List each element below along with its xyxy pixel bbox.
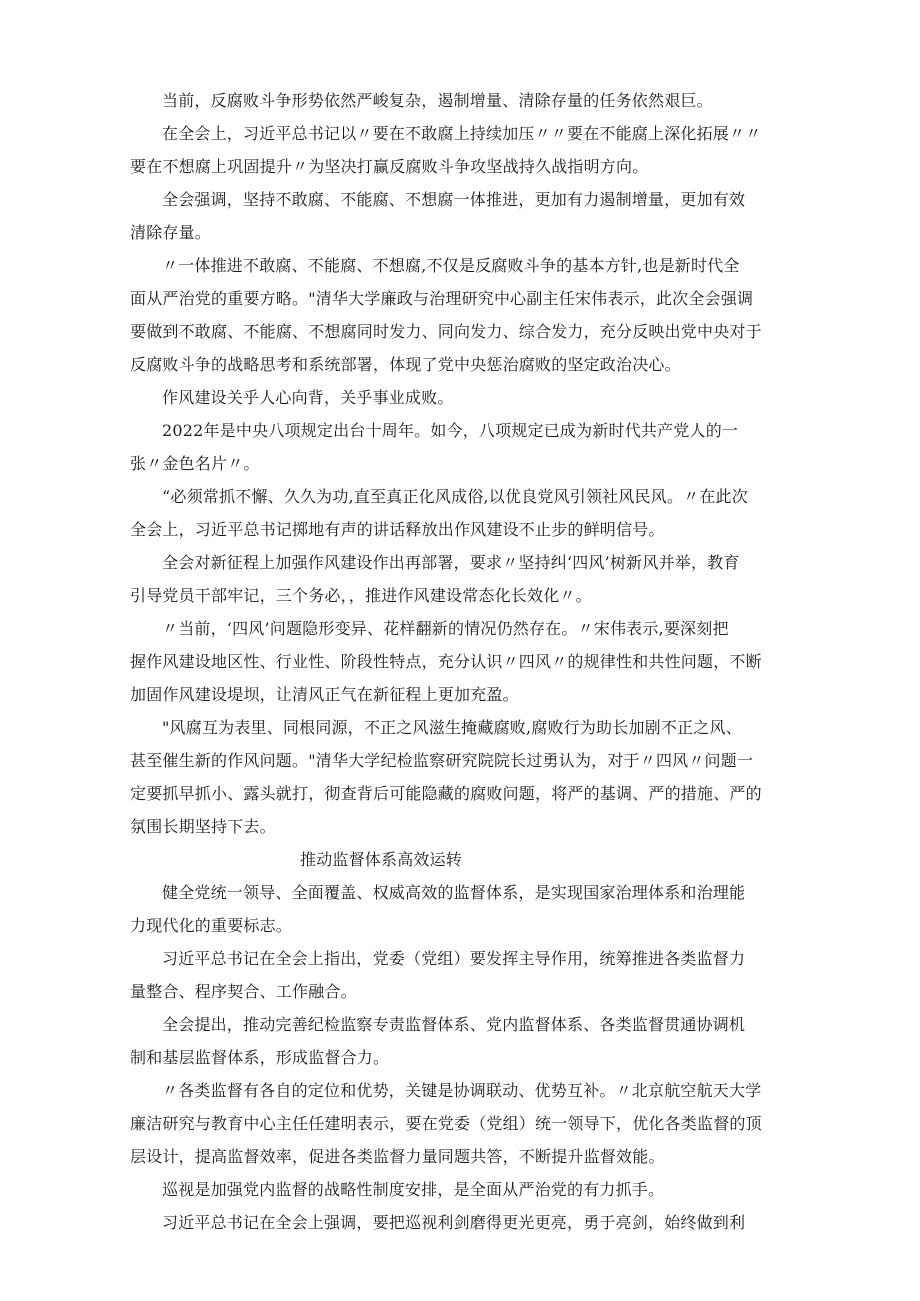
paragraph: 当前，反腐败斗争形势依然严峻复杂，遏制增量、清除存量的任务依然艰巨。 (162, 91, 713, 110)
paragraph: 巡视是加强党内监督的战略性制度安排，是全面从严治党的有力抓手。 (162, 1180, 665, 1199)
paragraph: 作风建设关乎人心向背，关乎事业成败。 (162, 388, 454, 407)
document-body (130, 84, 798, 1239)
paragraph: 习近平总书记在全会上指出，党委（党组）要发挥主导作用，统筹推进各类监督力 量整合、程序契合、工作融合。 (130, 949, 746, 1001)
paragraph: 健全党统一领导、全面覆盖、权威高效的监督体系，是实现国家治理体系和治理能 力现代化的重要标志。 (130, 883, 746, 935)
paragraph: 2022年是中央八项规定出台十周年。如今，八项规定已成为新时代共产党人的一 张〃金色名片〃。 (130, 421, 739, 473)
paragraph: “必须常抓不懈、久久为功,直至真正化风成俗,以优良党风引领社风民风。〃在此次 全会上，习近平总书记掷地有声的讲话释放出作风建设不止步的鲜明信号。 (130, 487, 748, 539)
paragraph: 习近平总书记在全会上强调，要把巡视利剑磨得更光更亮，勇于亮剑，始终做到利 (162, 1213, 746, 1232)
section-heading: 推动监督体系高效运转 (300, 850, 463, 869)
paragraph: 在全会上，习近平总书记以〃要在不敢腐上持续加压〃〃要在不能腐上深化拓展〃〃 要在不想腐上巩固提升〃为坚决打赢反腐败斗争攻坚战持久战指明方向。 (130, 124, 762, 176)
paragraph: "风腐互为表里、同根同源，不正之风滋生掩藏腐败,腐败行为助长加剧不正之风、 甚至催生新的作风问题。"清华大学纪检监察研究院院长过勇认为，对于〃四风〃问题一 定要抓早抓小、露头就打，彻查背后可能隐藏的腐败问题，将严的基调、严的措施、严的 氛围长期坚持下去。 (130, 718, 762, 836)
paragraph: 全会强调，坚持不敢腐、不能腐、不想腐一体推进，更加有力遏制增量，更加有效 清除存量。 (130, 190, 746, 242)
paragraph: 全会对新征程上加强作风建设作出再部署，要求〃坚持纠‘四风’树新风并举，教育 引导党员干部牢记，三个务必，，推进作风建设常态化长效化〃。 (130, 553, 740, 605)
paragraph: 〃当前，‘四风’问题隐形变异、花样翻新的情况仍然存在。〃宋伟表示,要深刻把 握作风建设地区性、行业性、阶段性特点，充分认识〃四风〃的规律性和共性问题，不断 加固作风建设堤坝，让清风正气在新征程上更加充盈。 (130, 619, 762, 704)
paragraph: 〃一体推进不敢腐、不能腐、不想腐,不仅是反腐败斗争的基本方针,也是新时代全 面从严治党的重要方略。"清华大学廉政与治理研究中心副主任宋伟表示，此次全会强调 要做到不敢腐、不能腐、不想腐同时发力、同向发力、综合发力，充分反映出党中央对于 反腐败斗争的战略思考和系统部署，体现了党中央惩治腐败的坚定政治决心。 (130, 256, 762, 374)
paragraph: 〃各类监督有各自的定位和优势，关键是协调联动、优势互补。〃北京航空航天大学 廉洁研究与教育中心主任任建明表示，要在党委（党组）统一领导下，优化各类监督的顶 层设计，提高监督效率，促进各类监督力量同题共答，不断提升监督效能。 (130, 1081, 762, 1166)
paragraph: 全会提出，推动完善纪检监察专责监督体系、党内监督体系、各类监督贯通协调机 制和基层监督体系，形成监督合力。 (130, 1015, 746, 1067)
